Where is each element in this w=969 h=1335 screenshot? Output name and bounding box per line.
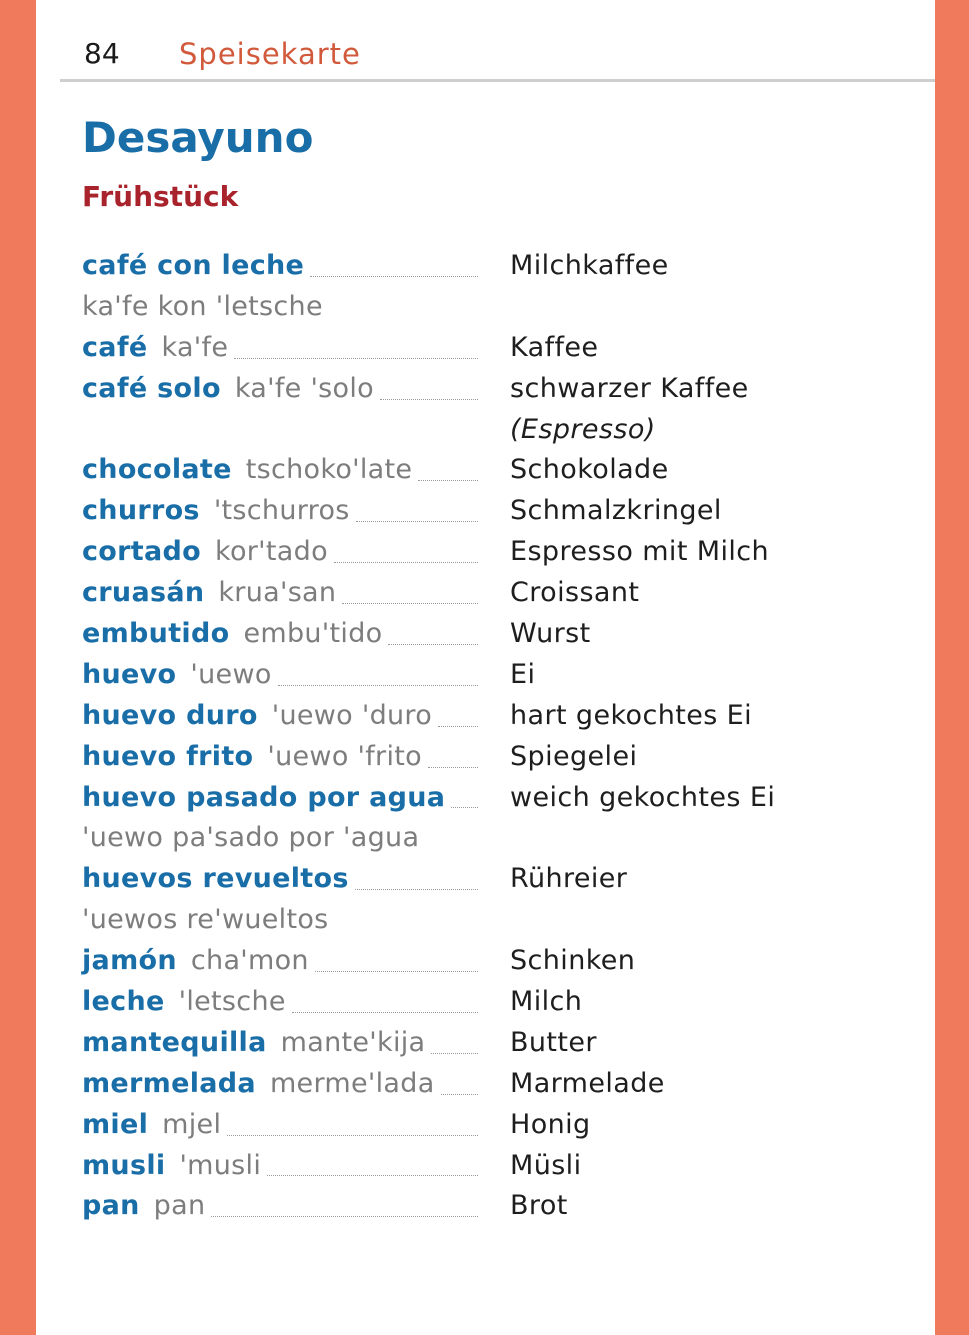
spanish-term: huevo pasado por agua bbox=[82, 781, 446, 813]
spanish-term: café solo bbox=[82, 372, 221, 404]
spanish-term: cortado bbox=[82, 536, 201, 568]
leader-dots bbox=[278, 684, 478, 686]
glossary-entry bbox=[82, 491, 842, 532]
spanish-term: miel bbox=[82, 1108, 149, 1140]
german-translation: Schinken bbox=[510, 945, 636, 977]
glossary-entry bbox=[82, 450, 842, 491]
pronunciation: krua'san bbox=[218, 577, 337, 609]
pronunciation: embu'tido bbox=[243, 618, 383, 650]
spanish-term: huevo duro bbox=[82, 699, 258, 731]
german-translation: Ei bbox=[510, 658, 536, 690]
glossary-entry bbox=[82, 369, 842, 451]
pronunciation: merme'lada bbox=[269, 1067, 435, 1099]
leader-dots bbox=[451, 806, 478, 808]
pronunciation: 'uewos re'wueltos bbox=[82, 904, 329, 936]
glossary-entry bbox=[82, 941, 842, 982]
german-translation: weich gekochtes Ei bbox=[510, 781, 776, 813]
german-translation: Schmalzkringel bbox=[510, 495, 722, 527]
spanish-term: mantequilla bbox=[82, 1026, 267, 1058]
spanish-term: jamón bbox=[82, 945, 177, 977]
glossary-entry bbox=[82, 655, 842, 696]
section-title-spanish: Desayuno bbox=[82, 113, 314, 162]
spanish-term: pan bbox=[82, 1190, 140, 1222]
leader-dots bbox=[428, 766, 478, 768]
leader-dots bbox=[441, 1093, 478, 1095]
pronunciation: kor'tado bbox=[214, 536, 328, 568]
running-head: Speisekarte bbox=[179, 37, 361, 71]
german-translation: Kaffee bbox=[510, 331, 599, 363]
spanish-term: musli bbox=[82, 1149, 166, 1181]
german-translation: Honig bbox=[510, 1108, 591, 1140]
leader-dots bbox=[315, 970, 478, 972]
glossary-list bbox=[82, 246, 842, 1227]
page-number: 84 bbox=[84, 37, 120, 70]
leader-dots bbox=[227, 1134, 478, 1136]
german-translation: Wurst bbox=[510, 618, 591, 650]
glossary-entry bbox=[82, 532, 842, 573]
spanish-term: café con leche bbox=[82, 250, 305, 281]
leader-dots bbox=[334, 561, 478, 563]
leader-dots bbox=[292, 1011, 478, 1013]
glossary-entry bbox=[82, 1186, 842, 1227]
pronunciation: mjel bbox=[162, 1108, 222, 1140]
leader-dots bbox=[211, 1215, 478, 1217]
glossary-entry bbox=[82, 778, 842, 860]
glossary-entry bbox=[82, 573, 842, 614]
leader-dots bbox=[234, 357, 478, 359]
german-translation-note: (Espresso) bbox=[510, 413, 656, 445]
leader-dots bbox=[356, 520, 478, 522]
german-translation: Rühreier bbox=[510, 863, 628, 895]
spanish-term: chocolate bbox=[82, 454, 232, 486]
pronunciation: cha'mon bbox=[190, 945, 309, 977]
glossary-entry bbox=[82, 1105, 842, 1146]
german-translation: Brot bbox=[510, 1190, 568, 1222]
german-translation: Müsli bbox=[510, 1149, 582, 1181]
german-translation: Milch bbox=[510, 986, 583, 1018]
spanish-term: embutido bbox=[82, 618, 230, 650]
glossary-entry bbox=[82, 614, 842, 655]
german-translation: Milchkaffee bbox=[510, 250, 669, 281]
glossary-entry bbox=[82, 696, 842, 737]
pronunciation: 'musli bbox=[179, 1149, 262, 1181]
leader-dots bbox=[380, 398, 478, 400]
spanish-term: mermelada bbox=[82, 1067, 256, 1099]
leader-dots bbox=[355, 888, 478, 890]
pronunciation: ka'fe kon 'letsche bbox=[82, 290, 323, 322]
german-translation: hart gekochtes Ei bbox=[510, 699, 753, 731]
glossary-entry bbox=[82, 737, 842, 778]
german-translation: Croissant bbox=[510, 577, 640, 609]
pronunciation: 'tschurros bbox=[213, 495, 350, 527]
leader-dots bbox=[418, 479, 478, 481]
leader-dots bbox=[438, 725, 478, 727]
german-translation: Butter bbox=[510, 1026, 597, 1058]
glossary-entry bbox=[82, 859, 842, 941]
spanish-term: café bbox=[82, 331, 148, 363]
german-translation: Schokolade bbox=[510, 454, 669, 486]
glossary-entry bbox=[82, 982, 842, 1023]
spanish-term: cruasán bbox=[82, 577, 205, 609]
leader-dots bbox=[431, 1052, 478, 1054]
spanish-term: huevo frito bbox=[82, 740, 254, 772]
leader-dots bbox=[342, 602, 478, 604]
spanish-term: churros bbox=[82, 495, 200, 527]
glossary-entry bbox=[82, 1023, 842, 1064]
pronunciation: pan bbox=[153, 1190, 206, 1222]
pronunciation: mante'kija bbox=[280, 1026, 426, 1058]
left-page-edge bbox=[0, 0, 36, 1335]
pronunciation: 'letsche bbox=[178, 986, 286, 1018]
spanish-term: leche bbox=[82, 986, 165, 1018]
pronunciation: ka'fe 'solo bbox=[234, 372, 374, 404]
leader-dots bbox=[310, 275, 478, 277]
section-title-german: Frühstück bbox=[82, 180, 239, 213]
pronunciation: tschoko'late bbox=[245, 454, 413, 486]
right-thumb-tab bbox=[935, 0, 969, 1335]
pronunciation: ka'fe bbox=[161, 331, 229, 363]
leader-dots bbox=[267, 1174, 478, 1176]
page-header bbox=[60, 0, 935, 82]
german-translation: Marmelade bbox=[510, 1067, 665, 1099]
pronunciation: 'uewo 'frito bbox=[267, 740, 422, 772]
german-translation: Espresso mit Milch bbox=[510, 536, 770, 568]
leader-dots bbox=[388, 643, 478, 645]
pronunciation: 'uewo bbox=[190, 658, 272, 690]
glossary-entry bbox=[82, 1064, 842, 1105]
glossary-entry bbox=[82, 1146, 842, 1187]
german-translation: schwarzer Kaffee bbox=[510, 372, 749, 404]
spanish-term: huevos revueltos bbox=[82, 863, 349, 895]
glossary-entry bbox=[82, 246, 842, 328]
spanish-term: huevo bbox=[82, 658, 177, 690]
german-translation: Spiegelei bbox=[510, 740, 638, 772]
pronunciation: 'uewo pa'sado por 'agua bbox=[82, 822, 420, 854]
glossary-entry bbox=[82, 328, 842, 369]
pronunciation: 'uewo 'duro bbox=[271, 699, 433, 731]
